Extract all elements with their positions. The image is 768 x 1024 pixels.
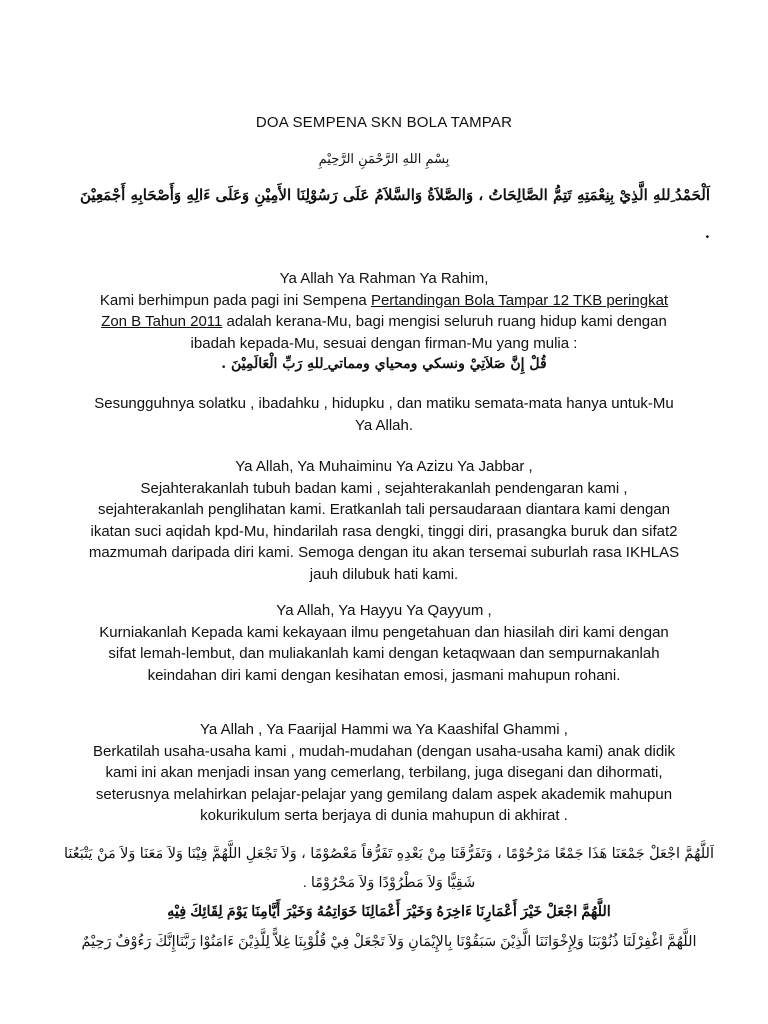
- intro-heading: Ya Allah Ya Rahman Ya Rahim,: [279, 270, 489, 287]
- hayyu-body: Kurniakanlah Kepada kami kekayaan ilmu pengetahuan dan hiasilah diri kami dengan sifat lemah-lembut, dan muliakanlah kami dengan ketaqwaan dan sempurnakanlah keindahan diri kami dengan kesihatan emosi, jasmani mahupun rohani.: [99, 623, 669, 684]
- paragraph-intro: [88, 268, 680, 376]
- paragraph-declaration: Sesungguhnya solatku , ibadahku , hidupku , dan matiku semata-mata hanya untuk-Mu Ya Allah.: [94, 395, 674, 434]
- document-title: DOA SEMPENA SKN BOLA TAMPAR: [255, 114, 513, 131]
- closing-arabic-2: اللَّهُمَّ اجْعَلْ خَيْرَ أَعْمَارِنَا ءَاخِرَهُ وَخَيْرَ أَعْمَالِنَا خَوَاتِمُهُ وَخَيْرَ أَيَّامِنَا يَوْمَ لِقَائِكَ فِيْهِ: [167, 904, 611, 920]
- opening-arabic: اَلْحَمْدُ ِللهِ الَّذِيْ بِنِعْمَتِهِ تَتِمُّ الصَّالِحَاتُ ، وَالصَّلاَةُ وَالسَّلاَمُ عَلَى رَسُوْلِنَا الأَمِيْنِ وَعَلَى ءَالِهِ وَأَصْحَابِهِ أَجْمَعِيْنَ .: [80, 186, 710, 242]
- hayyu-heading: Ya Allah, Ya Hayyu Ya Qayyum ,: [276, 602, 492, 619]
- closing-arabic-3: اللَّهُمَّ اغْفِرْلَنَا ذُنُوْبَنَا وَلِإِخْوَانَنَا الَّذِيْنَ سَبَقُوْنَا بِالإِيْمَانِ وَلاَ تَجْعَلْ فِيْ قُلُوْبِنَا غِلاًّ لِلَّذِيْنَ ءَامَنُوْا رَبَّنَاإِنَّكَ رَءُوْفٌ رَحِيْمٌ: [81, 934, 697, 950]
- muhaiminu-body: Sejahterakanlah tubuh badan kami , sejahterakanlah pendengaran kami , sejahterakanlah penglihatan kami. Eratkanlah tali persaudaraan diantara kami dengan ikatan suci aqidah kpd-Mu, hindarilah rasa dengki, tinggi diri, prasangka buruk dan sifat2 mazmumah daripada diri kami. Semoga dengan itu akan tersemai suburlah rasa IKHLAS jauh dilubuk hati kami.: [88, 479, 680, 583]
- event-name: Pertandingan Bola Tampar 12 TKB peringkat Zon B Tahun 2011: [101, 291, 669, 330]
- paragraph-hayyu: [88, 600, 680, 686]
- intro-prefix: Kami berhimpun pada pagi ini Sempena: [99, 291, 371, 309]
- muhaiminu-heading: Ya Allah, Ya Muhaiminu Ya Azizu Ya Jabbar ,: [235, 458, 533, 475]
- intro-body: [88, 290, 680, 355]
- paragraph-faarijal: [88, 719, 680, 827]
- intro-suffix: adalah kerana-Mu, bagi mengisi seluruh ruang hidup kami dengan ibadah kepada-Mu, sesuai dengan firman-Mu yang mulia :: [190, 313, 667, 352]
- faarijal-heading: Ya Allah , Ya Faarijal Hammi wa Ya Kaashifal Ghammi ,: [200, 721, 568, 738]
- paragraph-muhaiminu: [88, 456, 680, 585]
- closing-arabic-1: اَللَّهُمَّ اجْعَلْ جَمْعَنَا هَذَا جَمْعًا مَرْحُوْمًا ، وَتَفَرُّقَنَا مِنْ بَعْدِهِ تَفَرُّقاً مَعْصُوْمًا ، وَلاَ تَجْعَلِ اللَّهُمَّ فِيْنَا وَلاَ مَعَنَا وَلاَ مَنْ يَتْبَعُنَا شَقِيًّا وَلاَ مَطْرُوْدًا وَلاَ مَحْرُوْمًا .: [64, 846, 714, 891]
- quran-quote: قُلْ إِنَّ صَلاَتِيْ ونسكي ومحياي ومماتي ِللهِ رَبِّ الْعَالَمِيْنَ .: [221, 356, 547, 372]
- faarijal-body: Berkatilah usaha-usaha kami , mudah-mudahan (dengan usaha-usaha kami) anak didik kami ini akan menjadi insan yang cemerlang, terbilang, juga disegani dan dihormati, seterusnya melahirkan pelajar-pelajar yang gemilang dalam aspek akademik mahupun kokurikulum serta berjaya di dunia mahupun di akhirat .: [92, 742, 675, 824]
- bismillah: بِسْمِ اللهِ الرَّحْمَنِ الرَّحِيْمِ: [318, 152, 450, 167]
